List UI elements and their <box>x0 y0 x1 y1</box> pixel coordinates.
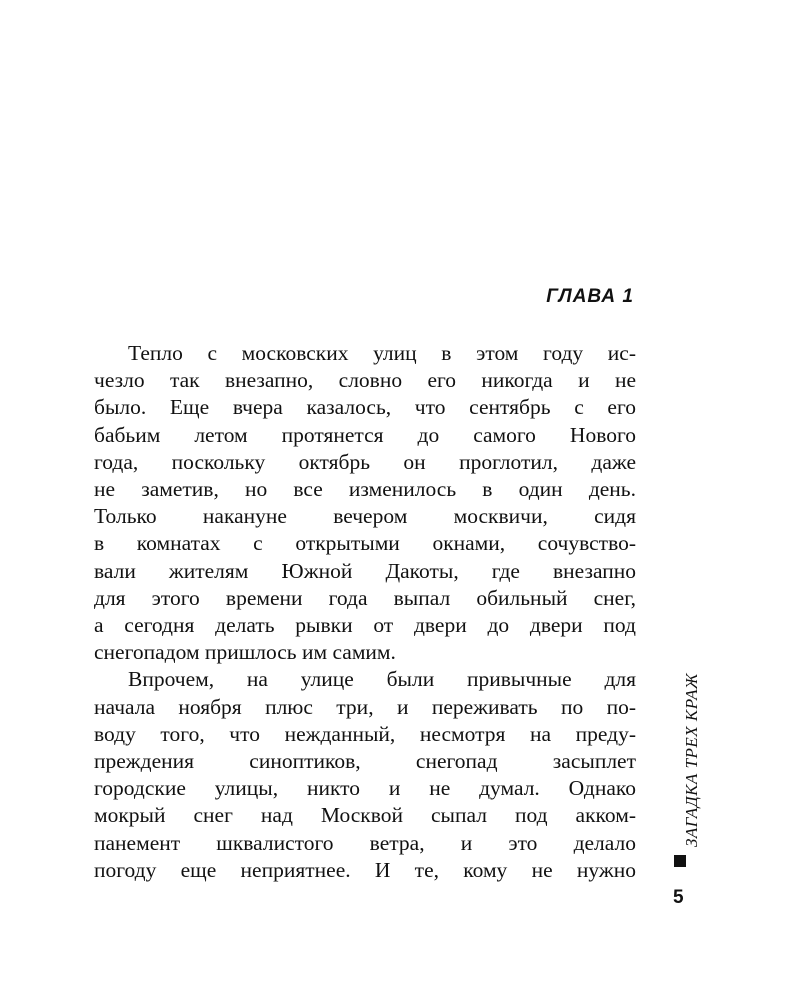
text-line: Тепло с московских улиц в этом году ис- <box>128 341 636 365</box>
text-line: было. Еще вчера казалось, что сентябрь с его <box>94 395 636 420</box>
text-line: начала ноября плюс три, и переживать по по- <box>94 694 636 719</box>
text-line: преждения синоптиков, снегопад засыплет <box>94 749 636 774</box>
text-line: Впрочем, на улице были привычные для <box>128 667 636 692</box>
text-line: вали жителям Южной Дакоты, где внезапно <box>94 558 636 583</box>
text-line: мокрый снег над Москвой сыпал под акком- <box>94 803 636 828</box>
chapter-text <box>94 340 636 884</box>
page-number: 5 <box>673 887 684 908</box>
text-line: года, поскольку октябрь он проглотил, даже <box>94 449 636 474</box>
text-line: снегопадом пришлось им самим. <box>94 640 396 665</box>
text-line: для этого времени года выпал обильный снег, <box>94 585 636 610</box>
text-line: Только накануне вечером москвичи, сидя <box>94 504 636 529</box>
text-line: панемент шквалистого ветра, и это делало <box>94 830 636 855</box>
text-line: а сегодня делать рывки от двери до двери под <box>94 613 636 638</box>
text-line: чезло так внезапно, словно его никогда и не <box>94 368 636 393</box>
text-line: погоду еще неприятнее. И те, кому не нужно <box>94 857 636 882</box>
chapter-heading: ГЛАВА 1 <box>546 286 634 307</box>
square-marker-icon <box>674 855 686 867</box>
book-title-vertical: ЗАГАДКА ТРЕХ КРАЖ <box>682 672 701 847</box>
text-line: городские улицы, никто и не думал. Однако <box>94 776 636 801</box>
text-line: воду того, что нежданный, несмотря на преду- <box>94 721 636 746</box>
text-line: не заметив, но все изменилось в один день. <box>94 477 636 502</box>
text-line: в комнатах с открытыми окнами, сочувство- <box>94 531 636 556</box>
text-line: бабьим летом протянется до самого Нового <box>94 422 636 447</box>
